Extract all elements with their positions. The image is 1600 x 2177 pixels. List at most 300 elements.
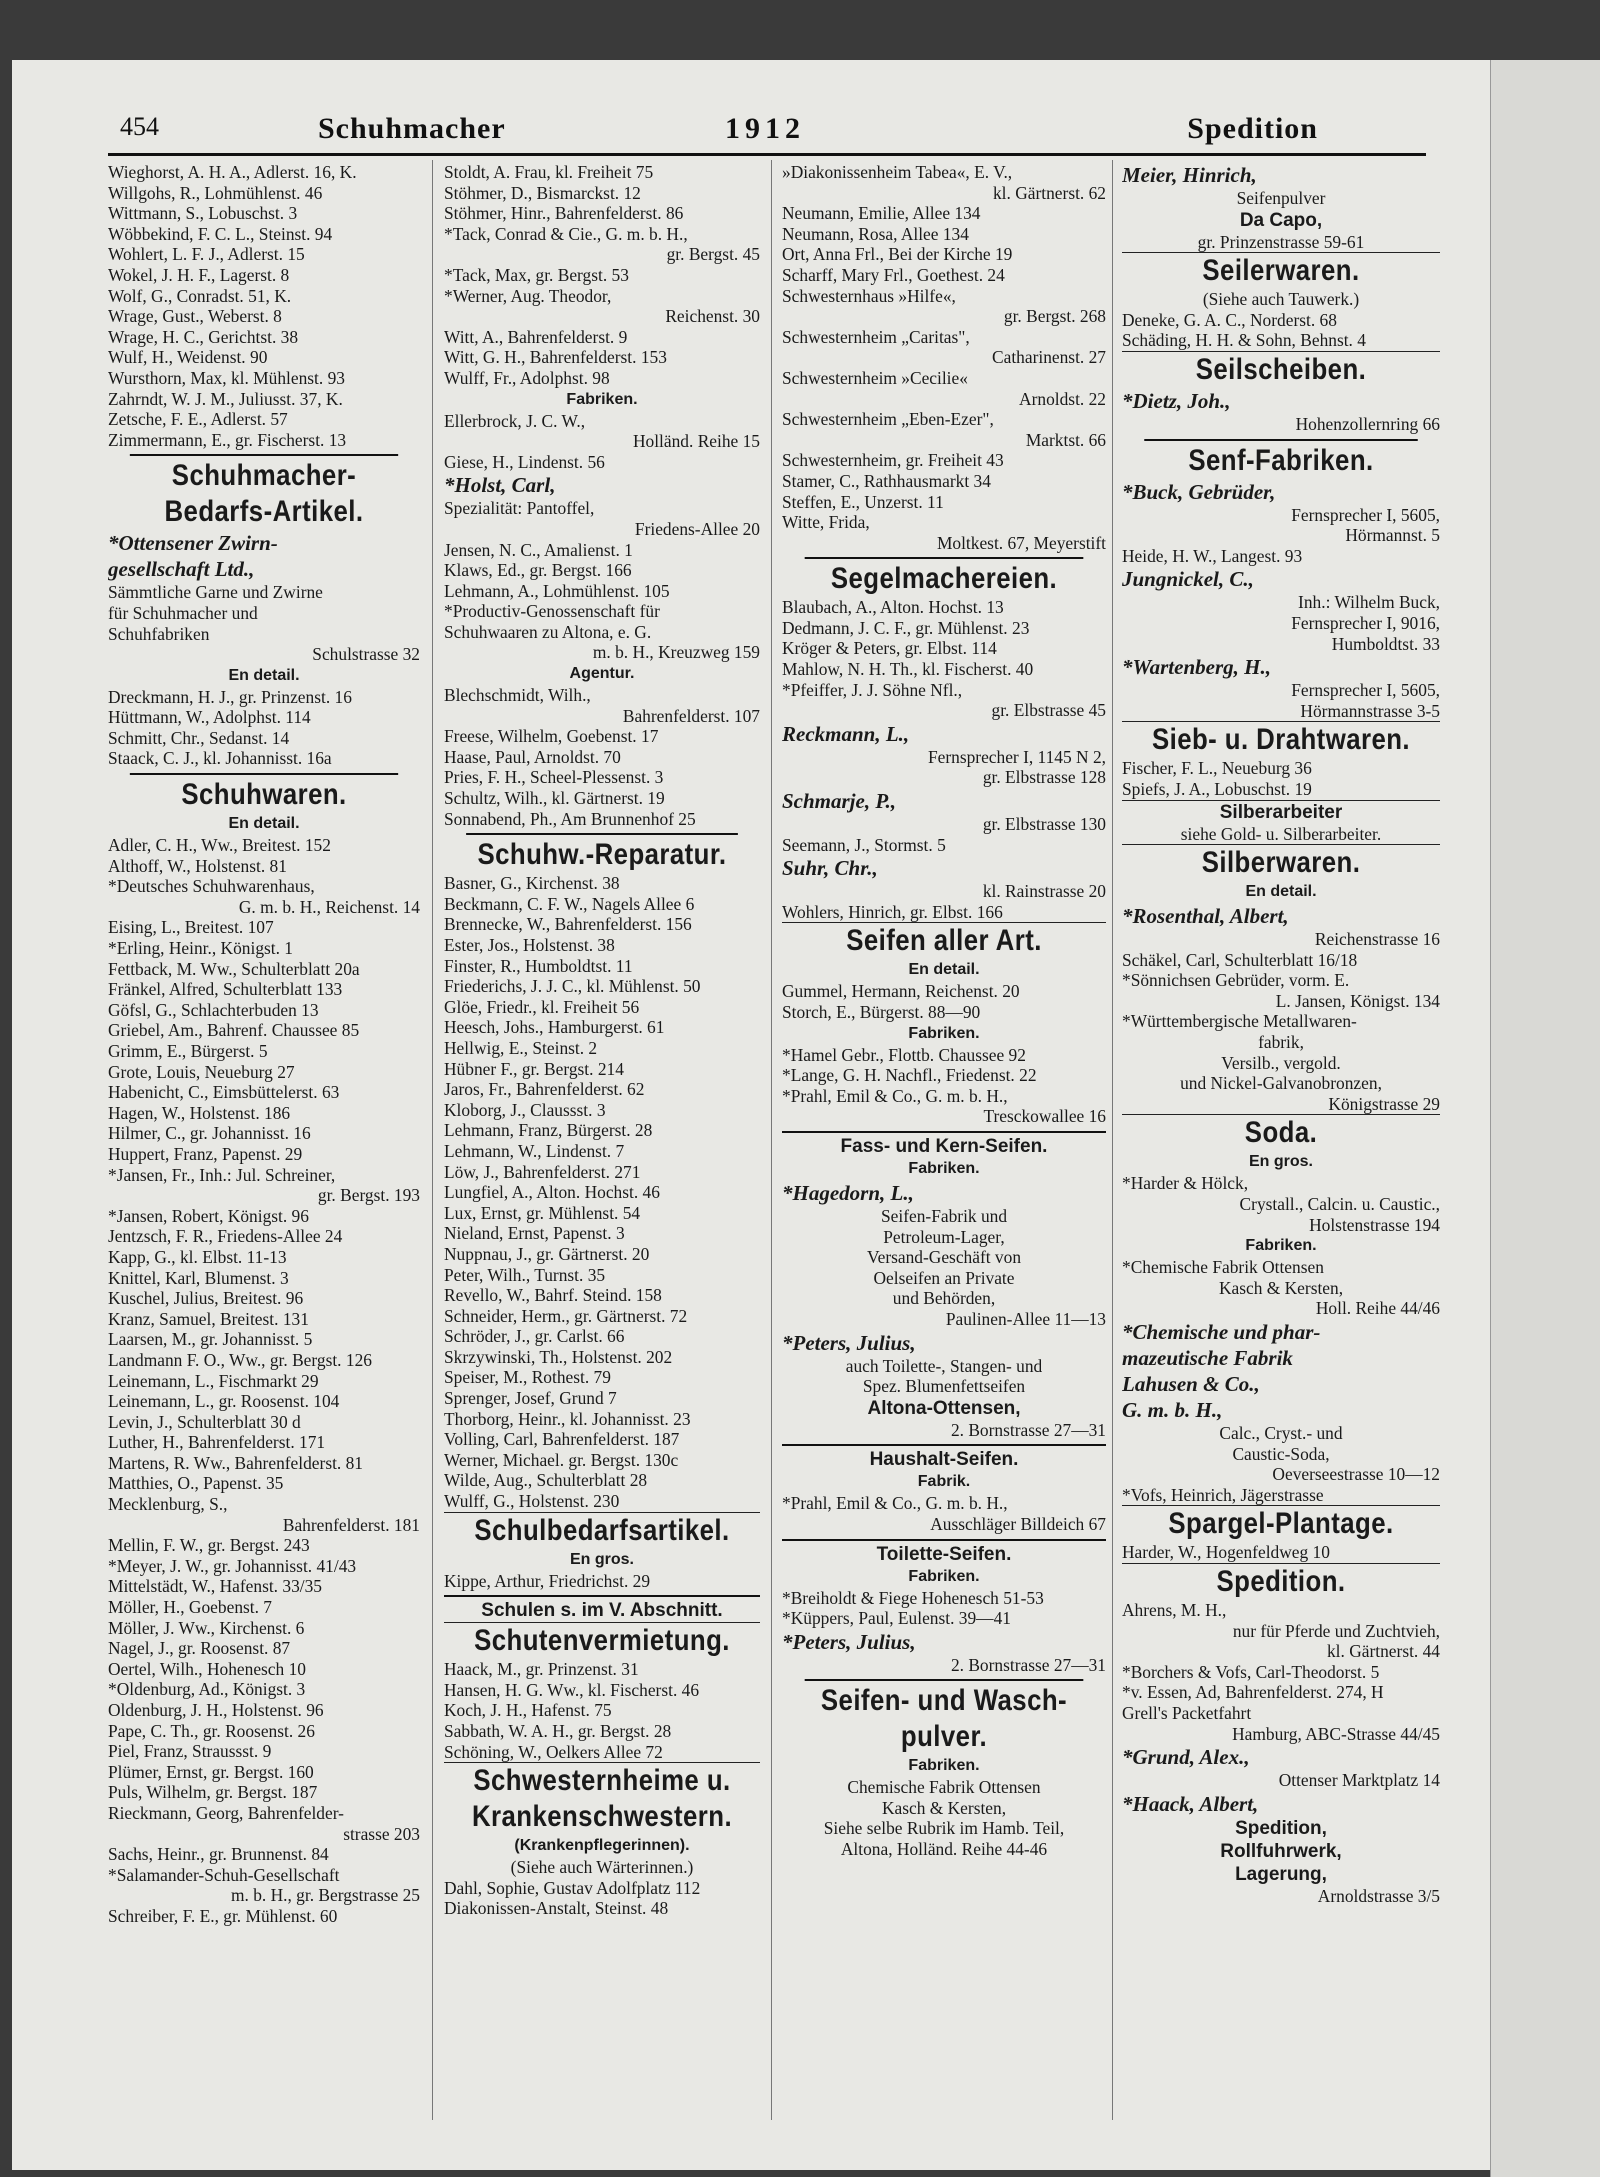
section-heading: Soda. [1244, 1116, 1318, 1150]
entry-line: Jensen, N. C., Amalienst. 1 [444, 539, 633, 560]
bold-label: Altona-Ottensen, [867, 1397, 1021, 1419]
entry-line: Haase, Paul, Arnoldst. 70 [444, 746, 621, 767]
entry-line: Finster, R., Humboldtst. 11 [444, 955, 633, 976]
entry-line: Stoldt, A. Frau, kl. Freiheit 75 [444, 162, 654, 182]
entry-line: »Diakonissenheim Tabea«, E. V., [782, 162, 1013, 182]
entry-line: Mecklenburg, S., [108, 1494, 228, 1515]
entry-line: Pries, F. H., Scheel-Plessenst. 3 [444, 767, 664, 788]
entry-line: Jentzsch, F. R., Friedens-Allee 24 [108, 1226, 343, 1247]
entry-line: Sabbath, W. A. H., gr. Bergst. 28 [444, 1721, 672, 1741]
firm-name: *Holst, Carl, [444, 473, 556, 498]
bold-label: Spedition, [1235, 1817, 1327, 1839]
entry-line: Wieghorst, A. H. A., Adlerst. 16, K. [108, 162, 357, 182]
column-1 [108, 162, 420, 1927]
entry-line: Gummel, Hermann, Reichenst. 20 [782, 981, 1020, 1002]
entry-line: *Hamel Gebr., Flottb. Chaussee 92 [782, 1044, 1026, 1065]
entry-line: Plümer, Ernst, gr. Bergst. 160 [108, 1761, 314, 1782]
adjacent-page-edge [1490, 60, 1600, 2177]
entry-continuation: Humboldtst. 33 [1331, 633, 1440, 654]
firm-name: Suhr, Chr., [782, 856, 878, 881]
entry-line: Wöbbekind, F. C. L., Steinst. 94 [108, 223, 333, 244]
firm-name: *Buck, Gebrüder, [1122, 479, 1276, 504]
section-heading: Bedarfs-Artikel. [164, 495, 364, 529]
centered-line: (Siehe auch Tauwerk.) [1202, 289, 1360, 310]
entry-continuation: Paulinen-Allee 11—13 [945, 1308, 1106, 1329]
entry-continuation: Reichenst. 30 [665, 306, 760, 327]
entry-line: Schwesternheim, gr. Freiheit 43 [782, 450, 1004, 471]
subheading: Fabrik. [917, 1473, 971, 1491]
entry-line: Oldenburg, J. H., Holstenst. 96 [108, 1700, 324, 1720]
entry-line: *Breiholdt & Fiege Hohenesch 51-53 [782, 1587, 1044, 1608]
entry-line: Heide, H. W., Langest. 93 [1122, 545, 1303, 566]
entry-continuation: 2. Bornstrasse 27—31 [950, 1654, 1106, 1675]
subheading: En detail. [228, 666, 300, 684]
entry-line: Willgohs, R., Lohmühlenst. 46 [108, 182, 323, 203]
subheading: En gros. [569, 1550, 634, 1568]
entry-line: Knittel, Karl, Blumenst. 3 [108, 1267, 289, 1288]
centered-line: und Behörden, [892, 1288, 996, 1309]
entry-continuation: 2. Bornstrasse 27—31 [950, 1419, 1106, 1440]
entry-line: Leinemann, L., Fischmarkt 29 [108, 1370, 319, 1391]
entry-line: *Harder & Hölck, [1122, 1173, 1249, 1194]
entry-line: *Chemische Fabrik Ottensen [1122, 1257, 1324, 1278]
column-2 [444, 162, 760, 1919]
entry-line: Schmitt, Chr., Sedanst. 14 [108, 727, 290, 748]
entry-line: Lungfiel, A., Alton. Hochst. 46 [444, 1182, 660, 1203]
entry-line: Schwesternheim „Eben-Ezer", [782, 409, 994, 430]
section-heading: pulver. [900, 1720, 988, 1754]
entry-continuation: Moltkest. 67, Meyerstift [936, 532, 1106, 553]
centered-line: Seifen-Fabrik und [880, 1205, 1008, 1226]
entry-line: Möller, H., Goebenst. 7 [108, 1597, 273, 1618]
bold-label: Da Capo, [1239, 209, 1323, 231]
centered-line: und Nickel-Galvanobronzen, [1180, 1073, 1382, 1094]
section-heading: Schulbedarfsartikel. [474, 1513, 730, 1547]
section-heading: Spedition. [1216, 1564, 1346, 1598]
entry-line: Schröder, J., gr. Carlst. 66 [444, 1326, 625, 1347]
entry-continuation: strasse 203 [343, 1823, 420, 1844]
bold-label: Lagerung, [1235, 1863, 1327, 1885]
entry-continuation: Reichenstrasse 16 [1314, 929, 1440, 950]
centered-line: Seifenpulver [1236, 188, 1326, 208]
entry-line: *Tack, Max, gr. Bergst. 53 [444, 264, 629, 285]
subheading: En detail. [908, 961, 980, 979]
centered-line: Kasch & Kersten, [881, 1797, 1007, 1818]
entry-line: *Sönnichsen Gebrüder, vorm. E. [1122, 970, 1350, 991]
firm-name: Meier, Hinrich, [1122, 163, 1257, 187]
entry-line: Griebel, Am., Bahrenf. Chaussee 85 [108, 1020, 360, 1041]
entry-line: Wilde, Aug., Schulterblatt 28 [444, 1470, 648, 1491]
entry-line: *Deutsches Schuhwarenhaus, [108, 876, 315, 897]
entry-line: Kuschel, Julius, Breitest. 96 [108, 1288, 304, 1309]
entry-line: *Tack, Conrad & Cie., G. m. b. H., [444, 223, 688, 244]
entry-continuation: gr. Bergst. 268 [1003, 306, 1106, 327]
entry-line: Beckmann, C. F. W., Nagels Allee 6 [444, 893, 695, 914]
entry-line: Luther, H., Bahrenfelderst. 171 [108, 1432, 326, 1453]
entry-line: Fischer, F. L., Neueburg 36 [1122, 758, 1312, 779]
entry-line: *Lange, G. H. Nachfl., Friedenst. 22 [782, 1065, 1037, 1086]
subheading: Fabriken. [1245, 1237, 1317, 1255]
firm-name: Reckmann, L., [782, 721, 910, 746]
column-4 [1122, 162, 1440, 1906]
entry-line: Witt, A., Bahrenfelderst. 9 [444, 326, 628, 347]
subheading: En detail. [1245, 883, 1317, 901]
entry-line: Scharff, Mary Frl., Goethest. 24 [782, 264, 1005, 285]
entry-line: Giese, H., Lindenst. 56 [444, 451, 605, 472]
column-3 [782, 162, 1106, 1860]
entry-line: Schuhfabriken [108, 623, 210, 644]
centered-line: auch Toilette-, Stangen- und [845, 1355, 1043, 1376]
section-heading: Seilerwaren. [1202, 254, 1360, 288]
centered-line: Versand-Geschäft von [866, 1247, 1022, 1268]
centered-line: Altona, Holländ. Reihe 44-46 [840, 1839, 1048, 1860]
subheading: Fabriken. [566, 390, 638, 408]
entry-line: Hilmer, C., gr. Johannisst. 16 [108, 1123, 311, 1144]
entry-continuation: Arnoldst. 22 [1019, 388, 1106, 409]
entry-continuation: Bahrenfelderst. 181 [282, 1514, 420, 1535]
entry-line: Wokel, J. H. F., Lagerst. 8 [108, 264, 290, 285]
entry-continuation: Fernsprecher I, 5605, [1291, 504, 1440, 525]
firm-name: *Rosenthal, Albert, [1122, 904, 1289, 929]
entry-continuation: Crystall., Calcin. u. Caustic., [1239, 1194, 1440, 1215]
entry-line: *Salamander-Schuh-Gesellschaft [108, 1864, 340, 1885]
entry-line: Revello, W., Bahrf. Steind. 158 [444, 1285, 662, 1306]
entry-line: Rieckmann, Georg, Bahrenfelder- [108, 1802, 344, 1823]
entry-line: Witte, Frida, [782, 512, 870, 533]
entry-line: Löw, J., Bahrenfelderst. 271 [444, 1161, 641, 1182]
entry-line: *v. Essen, Ad, Bahrenfelderst. 274, H [1122, 1682, 1384, 1703]
entry-line: Zimmermann, E., gr. Fischerst. 13 [108, 429, 347, 450]
entry-continuation: gr. Elbstrasse 128 [982, 767, 1106, 788]
centered-line: Kasch & Kersten, [1218, 1277, 1344, 1298]
header-year: 1912 [725, 112, 805, 145]
entry-line: Martens, R. Ww., Bahrenfelderst. 81 [108, 1452, 363, 1473]
firm-name: *Chemische und phar- [1122, 1320, 1321, 1344]
centered-line: Spez. Blumenfettseifen [862, 1376, 1026, 1397]
bold-label: Silberarbeiter [1219, 801, 1343, 823]
entry-continuation: Schulstrasse 32 [312, 644, 420, 665]
entry-continuation: gr. Elbstrasse 130 [982, 814, 1106, 835]
entry-line: Skrzywinski, Th., Holstenst. 202 [444, 1346, 673, 1367]
firm-name: *Grund, Alex., [1122, 1745, 1250, 1770]
section-heading: Segelmachereien. [805, 557, 1084, 597]
entry-continuation: L. Jansen, Königst. 134 [1275, 990, 1440, 1011]
entry-line: Schwesternheim »Cecilie« [782, 367, 968, 388]
firm-name: *Peters, Julius, [782, 1330, 916, 1355]
section-heading: Silberwaren. [1201, 846, 1361, 880]
entry-continuation: Ottenser Marktplatz 14 [1278, 1770, 1440, 1791]
subheading: Fabriken. [908, 1024, 980, 1042]
subheading: Agentur. [569, 665, 635, 683]
entry-line: Heesch, Johs., Hamburgerst. 61 [444, 1017, 665, 1038]
entry-line: *Vofs, Heinrich, Jägerstrasse [1122, 1485, 1440, 1507]
entry-continuation: Marktst. 66 [1025, 429, 1106, 450]
entry-line: Zahrndt, W. J. M., Juliusst. 37, K. [108, 388, 343, 409]
entry-line: Stöhmer, D., Bismarckst. 12 [444, 182, 641, 203]
entry-continuation: Inh.: Wilhelm Buck, [1298, 592, 1440, 613]
entry-line: Wulff, Fr., Adolphst. 98 [444, 367, 610, 388]
header-left-title: Schuhmacher [318, 112, 506, 145]
entry-continuation: kl. Gärtnerst. 62 [992, 182, 1106, 203]
entry-line: *Borchers & Vofs, Carl-Theodorst. 5 [1122, 1661, 1380, 1682]
entry-line: Kröger & Peters, gr. Elbst. 114 [782, 638, 997, 659]
entry-line: Schäkel, Carl, Schulterblatt 16/18 [1122, 949, 1358, 970]
entry-line: Werner, Michael. gr. Bergst. 130c [444, 1449, 679, 1470]
firm-name: *Dietz, Joh., [1122, 388, 1231, 413]
entry-line: *Werner, Aug. Theodor, [444, 285, 612, 306]
entry-line: Wohlers, Hinrich, gr. Elbst. 166 [782, 902, 1106, 924]
entry-line: Wolf, G., Conradst. 51, K. [108, 285, 292, 306]
entry-line: *Oldenburg, Ad., Königst. 3 [108, 1679, 306, 1700]
firm-name: Jungnickel, C., [1122, 567, 1254, 592]
entry-line: Storch, E., Bürgerst. 88—90 [782, 1002, 981, 1022]
entry-line: *Prahl, Emil & Co., G. m. b. H., [782, 1493, 1008, 1514]
entry-line: Stöhmer, Hinr., Bahrenfelderst. 86 [444, 203, 684, 224]
entry-line: Puls, Wilhelm, gr. Bergst. 187 [108, 1782, 318, 1803]
section-heading: Spargel-Plantage. [1168, 1507, 1394, 1541]
entry-line: Grote, Louis, Neueburg 27 [108, 1061, 295, 1082]
entry-continuation: Holstenstrasse 194 [1309, 1214, 1440, 1235]
entry-line: Schneider, Herm., gr. Gärtnerst. 72 [444, 1305, 688, 1326]
entry-line: Schwesternhaus »Hilfe«, [782, 285, 956, 306]
entry-continuation: gr. Elbstrasse 45 [991, 700, 1106, 721]
section-heading: Seifen- und Wasch- [805, 1679, 1084, 1719]
entry-continuation: Fernsprecher I, 9016, [1291, 612, 1440, 633]
subheading: Fabriken. [908, 1757, 980, 1775]
entry-line: Jaros, Fr., Bahrenfelderst. 62 [444, 1079, 645, 1100]
entry-line: *Jansen, Fr., Inh.: Jul. Schreiner, [108, 1164, 336, 1185]
entry-line: Sämmtliche Garne und Zwirne [108, 582, 323, 603]
entry-line: Matthies, O., Papenst. 35 [108, 1473, 284, 1494]
entry-line: Zetsche, F. E., Adlerst. 57 [108, 409, 288, 430]
entry-continuation: Ausschläger Billdeich 67 [930, 1513, 1106, 1534]
column-divider [432, 160, 433, 2120]
entry-line: Blaubach, A., Alton. Hochst. 13 [782, 597, 1004, 618]
section-heading: Schutenvermietung. [474, 1624, 730, 1658]
entry-line: Stamer, C., Rathhausmarkt 34 [782, 470, 991, 491]
centered-line: Calc., Cryst.- und [1219, 1423, 1343, 1443]
firm-name: *Hagedorn, L., [782, 1180, 914, 1205]
entry-line: Ester, Jos., Holstenst. 38 [444, 935, 615, 955]
entry-line: Wulf, H., Weidenst. 90 [108, 347, 268, 368]
entry-line: Wohlert, L. F. J., Adlerst. 15 [108, 244, 305, 265]
section-heading: Senf-Fabriken. [1144, 439, 1417, 479]
entry-continuation: m. b. H., gr. Bergstrasse 25 [230, 1885, 420, 1906]
entry-line: *Meyer, J. W., gr. Johannisst. 41/43 [108, 1555, 357, 1576]
entry-line: Wittmann, S., Lobuschst. 3 [108, 203, 298, 224]
firm-name: *Haack, Albert, [1122, 1791, 1259, 1816]
entry-line: *Erling, Heinr., Königst. 1 [108, 938, 294, 959]
entry-line: Eising, L., Breitest. 107 [108, 917, 274, 938]
centered-line: (Siehe auch Wärterinnen.) [510, 1857, 694, 1878]
section-heading: Schuhwaren. [130, 773, 398, 813]
column-divider [771, 160, 772, 2120]
entry-line: *Productiv-Genossenschaft für [444, 601, 660, 622]
section-heading: Seilscheiben. [1195, 352, 1367, 386]
entry-line: Steffen, E., Unzerst. 11 [782, 491, 944, 512]
entry-line: Ahrens, M. H., [1122, 1599, 1227, 1620]
entry-line: Nagel, J., gr. Roosenst. 87 [108, 1638, 291, 1659]
entry-continuation: Catharinenst. 27 [992, 347, 1106, 368]
entry-line: Mahlow, N. H. Th., kl. Fischerst. 40 [782, 659, 1034, 680]
entry-line: Landmann F. O., Ww., gr. Bergst. 126 [108, 1349, 372, 1370]
entry-continuation: Königstrasse 29 [1122, 1094, 1440, 1116]
entry-line: Kloborg, J., Claussst. 3 [444, 1099, 606, 1120]
entry-line: Hansen, H. G. Ww., kl. Fischerst. 46 [444, 1679, 700, 1700]
entry-line: Volling, Carl, Bahrenfelderst. 187 [444, 1429, 680, 1450]
centered-line: Versilb., vergold. [1221, 1052, 1341, 1073]
entry-continuation: Fernsprecher I, 5605, [1291, 680, 1440, 701]
centered-line: Petroleum-Lager, [883, 1226, 1005, 1247]
entry-line: Hagen, W., Holstenst. 186 [108, 1102, 291, 1123]
entry-line: Kippe, Arthur, Friedrichst. 29 [444, 1570, 651, 1591]
centered-line: Siehe selbe Rubrik im Hamb. Teil, [823, 1818, 1065, 1839]
entry-line: Glöe, Friedr., kl. Freiheit 56 [444, 996, 640, 1017]
entry-line: Schultz, Wilh., kl. Gärtnerst. 19 [444, 788, 665, 809]
entry-line: Sonnabend, Ph., Am Brunnenhof 25 [444, 808, 696, 829]
entry-line: Spezialität: Pantoffel, [444, 498, 595, 519]
firm-name: Schmarje, P., [782, 789, 896, 814]
entry-continuation: kl. Rainstrasse 20 [982, 881, 1106, 902]
entry-line: Seemann, J., Stormst. 5 [782, 834, 946, 855]
entry-continuation: G. m. b. H., Reichenst. 14 [238, 896, 420, 917]
firm-name: G. m. b. H., [1122, 1398, 1223, 1422]
entry-line: Lehmann, W., Lindenst. 7 [444, 1140, 625, 1161]
entry-line: Dreckmann, H. J., gr. Prinzenst. 16 [108, 686, 352, 707]
entry-line: Nieland, Ernst, Papenst. 3 [444, 1223, 625, 1244]
entry-line: Wrage, Gust., Weberst. 8 [108, 306, 282, 327]
entry-line: Neumann, Rosa, Allee 134 [782, 223, 969, 244]
bold-label: Haushalt-Seifen. [782, 1444, 1106, 1471]
entry-line: Grimm, E., Bürgerst. 5 [108, 1041, 268, 1061]
centered-line: siehe Gold- u. Silberarbeiter. [1122, 824, 1440, 846]
entry-line: Freese, Wilhelm, Goebenst. 17 [444, 726, 659, 747]
header-right-title: Spedition [1187, 112, 1318, 145]
entry-line: Spiefs, J. A., Lobuschst. 19 [1122, 779, 1440, 801]
centered-line: Oelseifen an Private [873, 1267, 1015, 1288]
entry-line: Oertel, Wilh., Hohenesch 10 [108, 1658, 306, 1679]
entry-line: Haack, M., gr. Prinzenst. 31 [444, 1659, 639, 1680]
entry-continuation: Hohenzollernring 66 [1295, 413, 1440, 434]
section-heading: Schuhw.-Reparatur. [466, 833, 738, 873]
section-heading: Krankenschwestern. [471, 1800, 733, 1834]
entry-continuation: gr. Bergst. 45 [666, 244, 760, 265]
entry-continuation: kl. Gärtnerst. 44 [1326, 1641, 1440, 1662]
entry-continuation: Holl. Reihe 44/46 [1315, 1298, 1440, 1319]
entry-line: Klaws, Ed., gr. Bergst. 166 [444, 560, 632, 581]
entry-continuation: Bahrenfelderst. 107 [622, 705, 760, 726]
entry-continuation: Oeverseestrasse 10—12 [1272, 1464, 1440, 1485]
bold-label: Rollfuhrwerk, [1220, 1840, 1342, 1862]
entry-line: *Prahl, Emil & Co., G. m. b. H., [782, 1085, 1008, 1106]
entry-line: Laarsen, M., gr. Johannisst. 5 [108, 1329, 313, 1350]
entry-line: Mittelstädt, W., Hafenst. 33/35 [108, 1576, 322, 1597]
entry-continuation: Fernsprecher I, 1145 N 2, [927, 746, 1106, 767]
entry-line: Neumann, Emilie, Allee 134 [782, 203, 981, 224]
firm-name: *Peters, Julius, [782, 1629, 916, 1654]
entry-line: Sachs, Heinr., gr. Brunnenst. 84 [108, 1844, 329, 1865]
entry-line: *Jansen, Robert, Königst. 96 [108, 1205, 309, 1226]
entry-continuation: Arnoldstrasse 3/5 [1317, 1885, 1440, 1906]
subheading: Fabriken. [908, 1567, 980, 1585]
entry-line: Ellerbrock, J. C. W., [444, 410, 586, 431]
firm-name: mazeutische Fabrik [1122, 1346, 1293, 1370]
section-heading: Schwesternheime u. [473, 1764, 731, 1798]
centered-line: Chemische Fabrik Ottensen [847, 1777, 1041, 1798]
bold-label: Schulen s. im V. Abschnitt. [444, 1595, 760, 1623]
entry-line: Grell's Packetfahrt [1122, 1702, 1252, 1723]
entry-line: Levin, J., Schulterblatt 30 d [108, 1411, 301, 1432]
centered-line: fabrik, [1258, 1032, 1304, 1053]
entry-line: Mellin, F. W., gr. Bergst. 243 [108, 1535, 310, 1556]
entry-continuation: Hörmannstrasse 3-5 [1122, 701, 1440, 723]
subheading: Fabriken. [908, 1159, 980, 1177]
header-rule [108, 153, 1426, 156]
entry-line: Leinemann, L., gr. Roosenst. 104 [108, 1391, 340, 1412]
entry-line: Koch, J. H., Hafenst. 75 [444, 1700, 612, 1721]
entry-line: Fränkel, Alfred, Schulterblatt 133 [108, 979, 343, 1000]
entry-line: Wursthorn, Max, kl. Mühlenst. 93 [108, 367, 345, 388]
entry-line: Habenicht, C., Eimsbüttelerst. 63 [108, 1082, 340, 1103]
entry-line: Fettback, M. Ww., Schulterblatt 20a [108, 958, 360, 979]
entry-line: Deneke, G. A. C., Norderst. 68 [1122, 309, 1337, 330]
firm-name: *Wartenberg, H., [1122, 655, 1271, 680]
entry-line: Diakonissen-Anstalt, Steinst. 48 [444, 1898, 669, 1919]
entry-line: *Württembergische Metallwaren- [1122, 1011, 1357, 1032]
entry-continuation: nur für Pferde und Zuchtvieh, [1232, 1620, 1440, 1641]
entry-line: Wulff, G., Holstenst. 230 [444, 1491, 760, 1513]
entry-line: Hüttmann, W., Adolphst. 114 [108, 707, 311, 728]
entry-line: für Schuhmacher und [108, 602, 258, 623]
firm-name: Lahusen & Co., [1122, 1372, 1260, 1396]
bold-label: Fass- und Kern-Seifen. [782, 1131, 1106, 1158]
entry-line: Kranz, Samuel, Breitest. 131 [108, 1308, 309, 1329]
entry-line: Möller, J. Ww., Kirchenst. 6 [108, 1617, 305, 1638]
entry-line: Hellwig, E., Steinst. 2 [444, 1037, 598, 1058]
firm-name: gesellschaft Ltd., [108, 557, 255, 582]
entry-line: Schuhwaaren zu Altona, e. G. [444, 621, 652, 642]
entry-line: Sprenger, Josef, Grund 7 [444, 1388, 617, 1409]
entry-line: Ort, Anna Frl., Bei der Kirche 19 [782, 244, 1013, 265]
entry-line: Speiser, M., Rothest. 79 [444, 1367, 611, 1388]
entry-line: *Küppers, Paul, Eulenst. 39—41 [782, 1608, 1011, 1629]
entry-line: Blechschmidt, Wilh., [444, 685, 591, 706]
entry-line: Nuppnau, J., gr. Gärtnerst. 20 [444, 1243, 650, 1264]
entry-line: Pape, C. Th., gr. Roosenst. 26 [108, 1720, 315, 1741]
entry-continuation: Hamburg, ABC-Strasse 44/45 [1232, 1723, 1440, 1744]
entry-line: Schwesternheim „Caritas", [782, 326, 970, 347]
entry-line: Schäding, H. H. & Sohn, Behnst. 4 [1122, 330, 1440, 352]
entry-continuation: Tresckowallee 16 [983, 1106, 1106, 1127]
entry-line: Lehmann, Franz, Bürgerst. 28 [444, 1120, 653, 1141]
entry-line: Lux, Ernst, gr. Mühlenst. 54 [444, 1202, 641, 1223]
bold-label: Toilette-Seifen. [782, 1539, 1106, 1566]
entry-line: Dahl, Sophie, Gustav Adolfplatz 112 [444, 1877, 701, 1898]
section-heading: Schuhmacher- [130, 454, 398, 494]
entry-line: Adler, C. H., Ww., Breitest. 152 [108, 835, 331, 856]
subheading: En detail. [228, 815, 300, 833]
centered-line: gr. Prinzenstrasse 59-61 [1122, 232, 1440, 254]
entry-line: Dedmann, J. C. F., gr. Mühlenst. 23 [782, 617, 1030, 638]
entry-continuation: Hörmannst. 5 [1345, 525, 1440, 546]
entry-line: Althoff, W., Holstenst. 81 [108, 855, 287, 876]
firm-name: *Ottensener Zwirn- [108, 531, 278, 556]
subheading: En gros. [1248, 1153, 1313, 1171]
entry-line: Wrage, H. C., Gerichtst. 38 [108, 326, 299, 347]
entry-line: Staack, C. J., kl. Johannisst. 16a [108, 748, 332, 769]
entry-line: Thorborg, Heinr., kl. Johannisst. 23 [444, 1408, 691, 1429]
entry-line: Lehmann, A., Lohmühlenst. 105 [444, 580, 670, 601]
